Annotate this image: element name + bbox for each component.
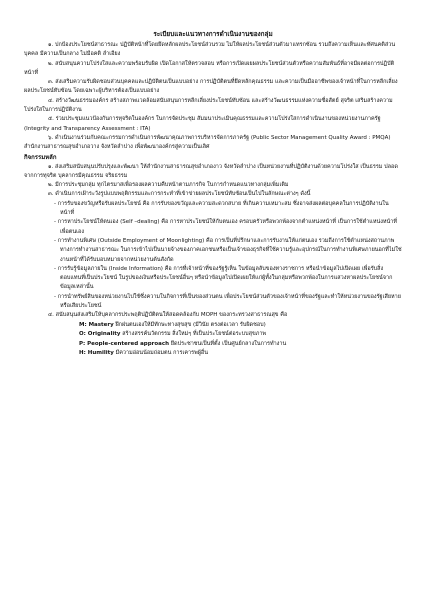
paragraph-group-activities [24, 163, 402, 200]
moph-item-people-centered [24, 340, 402, 350]
paragraph-2: ๒. สนับสนุนความโปร่งใสและความพร้อมรับผิด เปิดโอกาสให้ตรวจสอบ หรือการเปิดเผยผลประโยชน์ส่วนตัวหรือความสัมพันธ์ที่อาจมีผลต่อการปฏิบัติหน้าที่ [24, 60, 395, 76]
activity-2: ๒. มีการประชุมกลุ่ม ทุกไตรมาสเพื่อรองผลความคืบหน้าตามภารกิจ ในการกำหนดแนวทางกลุ่มเพิ่มเติม [48, 182, 289, 189]
behavior-item-inside-information: - การรับรู้ข้อมูลภายใน (Inside Information) คือ การที่เจ้าหน้าที่ของรัฐรู้เห็น ในข้อมูลลับของทางราชการ หรือนำข้อมูลไปเปิดเผย เพื่อรับสิ่งตอบแทนที่เป็นประโยชน์ ในรูปของเงินหรือประโยชน์อื่นๆ หรือนำข้อมูลไปเปิดเผยให้แก่ผู้ทั้งในกลุ่มหรือพวกพ้องในการแสวงหาผลประโยชน์จากข้อมูลเหล่านั้น [54, 265, 393, 291]
moph-item-mastery [24, 321, 402, 331]
document-title: ระเบียบและแนวทางการดำเนินงานของกลุ่ม [153, 30, 273, 38]
moph-key: M: Mastery [79, 321, 114, 328]
activity-4: ๔. สนับสนุนส่งเสริมให้บุคลากรประพฤติปฏิบัติตนให้สอดคล้องกับ MOPH ของกระทรวงสาธารณสุข คือ [48, 312, 288, 319]
moph-item-humility [24, 349, 402, 359]
moph-list [24, 321, 402, 359]
moph-desc: มีความอ่อนน้อมถ่อมตน การเคารพผู้อื่น [115, 350, 208, 357]
paragraph-5: ๕. ร่วมประชุมแนวป้องกันการทุจริตในองค์กร ในการจัดประชุม สัมมนาประเมินคุณธรรมและความโปร่งใสการดำเนินงานของหน่วยงานภาครัฐ (Integrity and Transparency Assessment : ITA) [24, 116, 381, 132]
moph-desc: สร้างสรรค์นวัตกรรม สิ่งใหม่ๆ ที่เป็นประโยชน์ต่อระบบสุขภาพ [122, 331, 267, 338]
moph-key: H: Humility [79, 350, 114, 357]
paragraph-3: ๓. ส่งเสริมความรับผิดชอบส่วนบุคคลและปฏิบัติตนเป็นแบบอย่าง การปฏิบัติตนที่ยึดหลักคุณธรรม และความเป็นมืออาชีพของเจ้าหน้าที่ในการหลีกเลี่ยงผลประโยชน์ทับซ้อน โดยเฉพาะผู้บริหารต้องเป็นแบบอย่าง [24, 79, 398, 95]
moph-key: O: Originality [79, 331, 121, 338]
section-heading-activities: กิจกรรมหลัก [24, 153, 57, 161]
behavior-list [24, 200, 402, 312]
behavior-item-outside-employment: - การทำงานพิเศษ (Outside Employment of Moonlighting) คือ การเป็นที่ปรึกษาและการรับงานให้แก่ตนเอง รวมถึงการใช้ตำแหน่งสถานภาพทางการทำงานสาธารณะ ในการเข้าไปเป็นนายจ้างของภาคเอกชนหรือเป็นเจ้าของธุรกิจที่ใช้ความรู้และอุปกรณ์ในการทำงานพิเศษภายนอกที่ไม่ใช่งานหน้าที่ได้รับมอบหมายจากหน่วยงานต้นสังกัด [54, 237, 402, 263]
activity-1: ๑. ส่งเสริมสนับสนุนปรับปรุงและพัฒนา ให้สำนักงานสาธารณสุขอำเภองาว จังหวัดลำปาง เป็นหน่วยงานที่ปฏิบัติงานด้วยความโปร่งใส เป็นธรรม ปลอดจากการทุจริต บุคลากรมีคุณธรรม จริยธรรม [24, 163, 398, 179]
moph-item-originality [24, 330, 402, 340]
behavior-item-asset-misuse: - การนำทรัพย์สินของหน่วยงานไปใช้ซึ่งความในกิจการที่เป็นของส่วนตน เพื่อประโยชน์ส่วนตัวของเจ้าหน้าที่ของรัฐและทำให้หน่วยงานของรัฐเสียหายหรือเสียประโยชน์ [54, 293, 401, 310]
behavior-item-self-dealing: - การหาประโยชน์ให้ตนเอง (Self –dealing) คือ การหาประโยชน์ให้กับตนเอง ครอบครัวหรือพวกพ้องจากตำแหน่งหน้าที่ เป็นการใช้ตำแหน่งหน้าที่เพื่อตนเอง [54, 219, 398, 235]
behavior-item-gifts: - การรับของขวัญหรือรับผลประโยชน์ คือ การรับของขวัญและความสะดวกสบาย ที่เกินความเหมาะสม ซึ่งอาจส่งผลต่อบุคคลในการปฏิบัติงานในหน้าที่ [54, 200, 389, 217]
moph-desc: ยึดประชาชนเป็นที่ตั้ง เป็นศูนย์กลางในการทำงาน [170, 340, 287, 347]
paragraph-6: ๖. ดำเนินงานร่วมกับคณะกรรมการดำเนินการพัฒนาคุณภาพการบริหารจัดการภาครัฐ (Public Sector Management Quality Award : PMQA) สำนักงานสาธารณสุขอำเภอวาง จังหวัดลำปาง เพื่อพัฒนาองค์กรสู่ความเป็นเลิศ [24, 134, 391, 151]
moph-desc: ฝึกฝนตนเองให้มีทักษะทางสุขสุข (มีวินัย ตรงต่อเวลา รับผิดชอบ) [115, 321, 266, 328]
activity-3: ๓. ดำเนินการเฝ้าระวังรูปแบบพฤติกรรมและการกระทำที่เข้าข่ายผลประโยชน์ทับซ้อนเป็นไปในลักษณะต่างๆ ดังนี้ [48, 191, 311, 198]
moph-key: P: People-centered approach [79, 340, 170, 347]
paragraph-4: ๔. สร้างวัฒนธรรมองค์กร สร้างสภาพแวดล้อมสนับสนุนการหลีกเลี่ยงประโยชน์ทับซ้อน และสร้างวัฒนธรรมแห่งความซื่อสัตย์ สุจริต เสริมสร้างความโปร่งใสในการปฏิบัติงาน [24, 97, 393, 114]
paragraph-group-principles [24, 41, 402, 153]
paragraph-1: ๑. ปกป้องประโยชน์สาธารณะ ปฏิบัติหน้าที่โดยยึดหลักผลประโยชน์ส่วนรวม ไม่ให้ผลประโยชน์ส่วนตัวมาแทรกซ้อน รวมถึงความเห็นและทัศนคติส่วนบุคคล มีความเป็นกลาง ไม่มีอคติ ลำเอียง [24, 42, 396, 58]
